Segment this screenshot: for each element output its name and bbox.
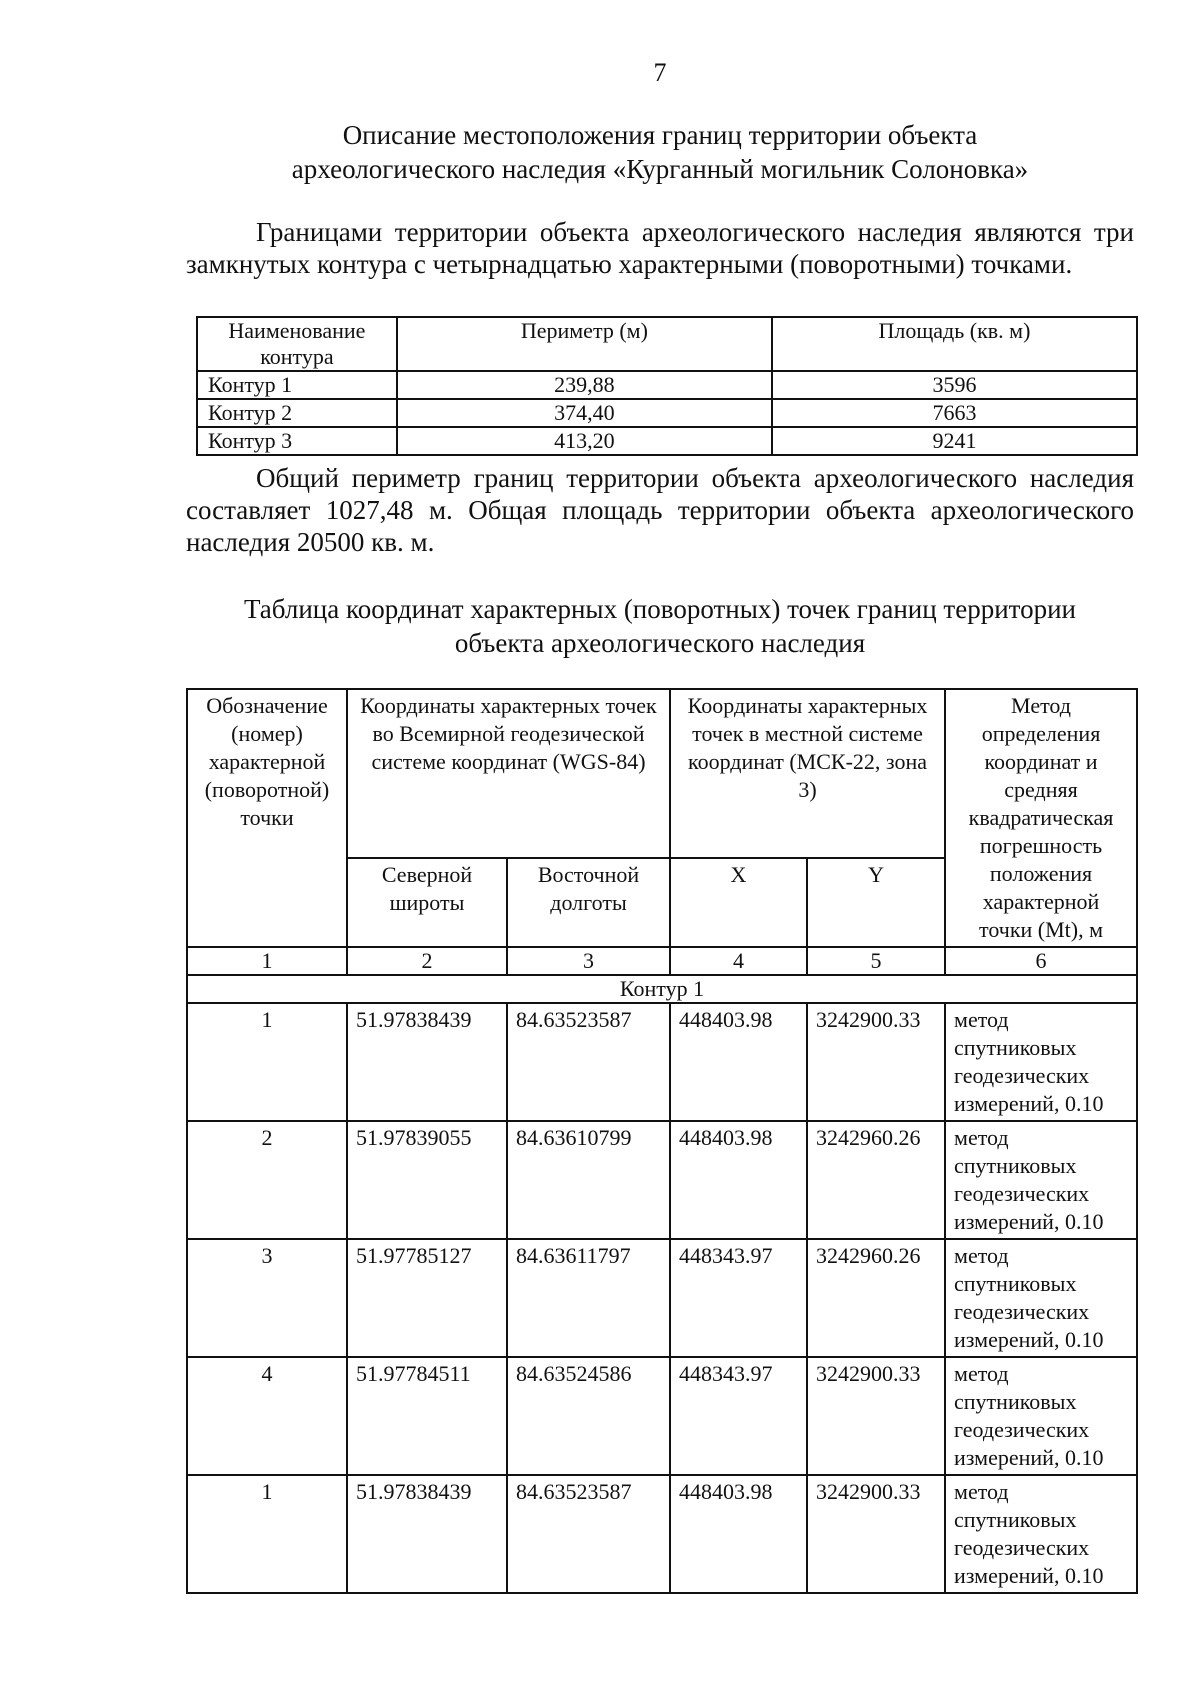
cell-method: метод спутниковых геодезических измерений, 0.10 bbox=[945, 1357, 1137, 1475]
cell-point: 1 bbox=[187, 1475, 347, 1593]
header-x: X bbox=[670, 858, 807, 947]
title-line-2: археологического наследия «Курганный могильник Солоновка» bbox=[291, 154, 1029, 184]
summary-cell-area: 9241 bbox=[772, 427, 1137, 455]
summary-header-perimeter: Периметр (м) bbox=[397, 317, 772, 371]
cell-latitude: 51.97839055 bbox=[347, 1121, 507, 1239]
table-row bbox=[187, 1239, 1137, 1357]
column-number: 5 bbox=[807, 947, 945, 975]
table-row bbox=[187, 1357, 1137, 1475]
cell-latitude: 51.97838439 bbox=[347, 1003, 507, 1121]
summary-cell-name: Контур 1 bbox=[197, 371, 397, 399]
cell-x: 448403.98 bbox=[670, 1475, 807, 1593]
cell-y: 3242960.26 bbox=[807, 1121, 945, 1239]
cell-point: 1 bbox=[187, 1003, 347, 1121]
coords-table-title bbox=[0, 592, 1200, 660]
title-line-1: Описание местоположения границ территории объекта bbox=[342, 120, 978, 150]
summary-row bbox=[197, 427, 1137, 455]
cell-y: 3242900.33 bbox=[807, 1475, 945, 1593]
summary-cell-perimeter: 239,88 bbox=[397, 371, 772, 399]
summary-cell-area: 7663 bbox=[772, 399, 1137, 427]
contour-summary-table bbox=[196, 316, 1138, 456]
cell-method: метод спутниковых геодезических измерений, 0.10 bbox=[945, 1475, 1137, 1593]
summary-cell-perimeter: 374,40 bbox=[397, 399, 772, 427]
column-number: 4 bbox=[670, 947, 807, 975]
cell-method: метод спутниковых геодезических измерений, 0.10 bbox=[945, 1239, 1137, 1357]
contour-label: Контур 1 bbox=[187, 975, 1137, 1003]
summary-cell-name: Контур 3 bbox=[197, 427, 397, 455]
cell-y: 3242960.26 bbox=[807, 1239, 945, 1357]
column-number: 3 bbox=[507, 947, 670, 975]
table-row bbox=[187, 1121, 1137, 1239]
cell-latitude: 51.97784511 bbox=[347, 1357, 507, 1475]
header-wgs-coordinates: Координаты характерных точек во Всемирной геодезической системе координат (WGS-84) bbox=[347, 689, 670, 858]
cell-method: метод спутниковых геодезических измерений, 0.10 bbox=[945, 1003, 1137, 1121]
header-y: Y bbox=[807, 858, 945, 947]
cell-y: 3242900.33 bbox=[807, 1357, 945, 1475]
cell-x: 448343.97 bbox=[670, 1357, 807, 1475]
cell-latitude: 51.97838439 bbox=[347, 1475, 507, 1593]
table-row bbox=[187, 1003, 1137, 1121]
cell-longitude: 84.63523587 bbox=[507, 1475, 670, 1593]
summary-row bbox=[197, 371, 1137, 399]
summary-cell-perimeter: 413,20 bbox=[397, 427, 772, 455]
summary-row bbox=[197, 399, 1137, 427]
document-title bbox=[0, 118, 1200, 186]
table-row bbox=[187, 1475, 1137, 1593]
totals-paragraph: Общий периметр границ территории объекта археологического наследия составляет 1027,48 м. Общая площадь территории объекта археологического наследия 20500 кв. м. bbox=[186, 463, 1134, 557]
header-point-designation: Обозначение (номер) характерной (поворотной) точки bbox=[187, 689, 347, 947]
cell-longitude: 84.63611797 bbox=[507, 1239, 670, 1357]
page-number: 7 bbox=[653, 58, 667, 87]
coordinates-table bbox=[186, 688, 1138, 1594]
cell-point: 3 bbox=[187, 1239, 347, 1357]
coords-title-line-1: Таблица координат характерных (поворотных) точек границ территории bbox=[243, 594, 1077, 624]
summary-header-area: Площадь (кв. м) bbox=[772, 317, 1137, 371]
cell-point: 4 bbox=[187, 1357, 347, 1475]
header-msk-coordinates: Координаты характерных точек в местной системе координат (МСК-22, зона 3) bbox=[670, 689, 945, 858]
intro-paragraph: Границами территории объекта археологического наследия являются три замкнутых контура с четырнадцатью характерными (поворотными) точками. bbox=[186, 217, 1134, 279]
cell-latitude: 51.97785127 bbox=[347, 1239, 507, 1357]
coords-title-line-2: объекта археологического наследия bbox=[454, 628, 866, 658]
cell-x: 448403.98 bbox=[670, 1003, 807, 1121]
column-number-row bbox=[187, 947, 1137, 975]
cell-x: 448403.98 bbox=[670, 1121, 807, 1239]
header-east-longitude: Восточной долготы bbox=[507, 858, 670, 947]
column-number: 2 bbox=[347, 947, 507, 975]
coords-header-row bbox=[187, 689, 1137, 858]
summary-header-row bbox=[197, 317, 1137, 371]
summary-header-name: Наименование контура bbox=[197, 317, 397, 371]
cell-longitude: 84.63523587 bbox=[507, 1003, 670, 1121]
summary-cell-area: 3596 bbox=[772, 371, 1137, 399]
contour-label-row bbox=[187, 975, 1137, 1003]
cell-longitude: 84.63524586 bbox=[507, 1357, 670, 1475]
cell-y: 3242900.33 bbox=[807, 1003, 945, 1121]
cell-point: 2 bbox=[187, 1121, 347, 1239]
header-north-latitude: Северной широты bbox=[347, 858, 507, 947]
cell-x: 448343.97 bbox=[670, 1239, 807, 1357]
header-method: Метод определения координат и средняя квадратическая погрешность положения характерной точки (Mt), м bbox=[945, 689, 1137, 947]
cell-longitude: 84.63610799 bbox=[507, 1121, 670, 1239]
cell-method: метод спутниковых геодезических измерений, 0.10 bbox=[945, 1121, 1137, 1239]
column-number: 6 bbox=[945, 947, 1137, 975]
summary-cell-name: Контур 2 bbox=[197, 399, 397, 427]
column-number: 1 bbox=[187, 947, 347, 975]
